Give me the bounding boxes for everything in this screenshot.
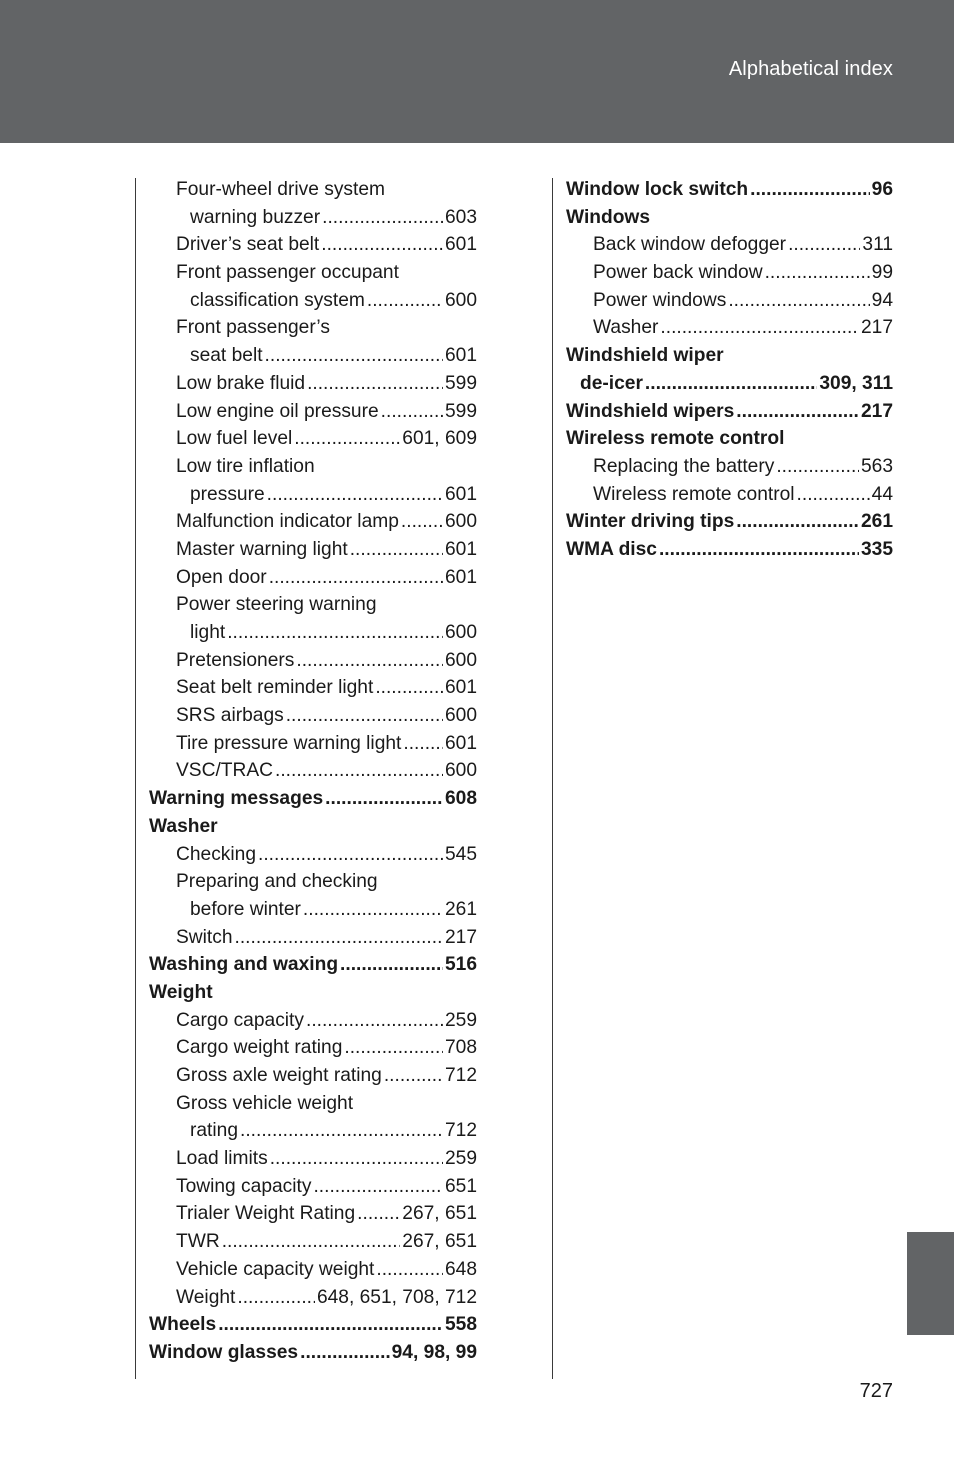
dot-leader: [776, 453, 859, 481]
index-entry: [149, 425, 477, 453]
index-entry-page: 217: [860, 317, 893, 339]
index-entry: [566, 259, 893, 287]
right-column-divider: [552, 178, 553, 1379]
index-entry: [566, 231, 893, 259]
index-entry-term: light: [190, 622, 226, 643]
dot-leader: [313, 1173, 443, 1201]
dot-leader: [736, 508, 859, 536]
dot-leader: [300, 1339, 390, 1367]
index-entry-term: Low tire inflation: [176, 455, 315, 477]
index-entry: [149, 287, 477, 315]
dot-leader: [269, 564, 443, 592]
index-entry-term: Power windows: [593, 289, 727, 311]
index-entry-term: seat belt: [190, 345, 263, 367]
index-entry-page: 96: [871, 179, 893, 200]
dot-leader: [340, 951, 443, 979]
index-entry: [149, 1145, 477, 1173]
index-entry: [566, 481, 893, 509]
index-entry-term: Malfunction indicator lamp: [176, 511, 399, 533]
index-entry-page: 261: [860, 511, 893, 533]
index-entry: [149, 1228, 477, 1256]
index-entry-term: TWR: [176, 1231, 220, 1253]
index-entry-page: 601: [444, 234, 477, 256]
index-entry: [149, 979, 477, 1007]
index-entry-page: 217: [860, 400, 893, 422]
index-entry-term: Low fuel level: [176, 428, 293, 450]
index-entry-term: Tire pressure warning light: [176, 732, 402, 754]
index-entry: [149, 1339, 477, 1367]
index-entry: [149, 619, 477, 647]
index-entry-page: 44: [871, 483, 893, 505]
index-entry: [149, 841, 477, 869]
index-entry-term: Gross vehicle weight: [176, 1092, 354, 1114]
index-entry-term: Winter driving tips: [566, 511, 735, 533]
index-entry-page: 261: [444, 898, 477, 920]
dot-leader: [381, 398, 443, 426]
dot-leader: [357, 1200, 400, 1228]
index-entry-term: Washer: [149, 815, 218, 837]
dot-leader: [227, 619, 443, 647]
index-entry: [149, 1200, 477, 1228]
index-entry-term: rating: [190, 1120, 238, 1142]
index-entry-page: 600: [444, 511, 477, 533]
index-entry-term: Cargo weight rating: [176, 1037, 343, 1059]
dot-leader: [235, 924, 443, 952]
index-entry-term: Washer: [593, 317, 659, 339]
index-entry-page: 712: [444, 1120, 477, 1142]
index-entry-term: classification system: [190, 289, 365, 311]
index-entry-term: Low engine oil pressure: [176, 400, 379, 422]
index-entry-term: Wireless remote control: [593, 483, 795, 505]
index-entry-term: Load limits: [176, 1148, 268, 1170]
index-entry-term: Warning messages: [149, 788, 324, 810]
section-title: Alphabetical index: [728, 58, 893, 80]
index-entry: [149, 231, 477, 259]
index-column-left: [149, 176, 477, 1367]
dot-leader: [286, 702, 443, 730]
index-entry: [566, 314, 893, 342]
index-entry: [149, 508, 477, 536]
dot-leader: [265, 342, 443, 370]
index-entry-term: VSC/TRAC: [176, 760, 274, 782]
dot-leader: [401, 508, 443, 536]
dot-leader: [303, 896, 443, 924]
index-entry-page: 558: [444, 1314, 477, 1336]
dot-leader: [403, 730, 443, 758]
dot-leader: [384, 1062, 443, 1090]
index-entry-page: 601, 609: [402, 428, 477, 450]
index-entry-page: 600: [444, 705, 477, 727]
index-entry: [566, 398, 893, 426]
index-entry-page: 651: [444, 1175, 477, 1197]
index-entry: [149, 453, 477, 481]
page-number: 727: [859, 1380, 893, 1402]
index-entry: [149, 868, 477, 896]
dot-leader: [296, 647, 443, 675]
index-entry-term: Washing and waxing: [149, 954, 339, 976]
index-entry-page: 600: [444, 760, 477, 782]
dot-leader: [797, 481, 870, 509]
dot-leader: [750, 176, 870, 204]
index-entry: [149, 314, 477, 342]
index-entry-page: 309, 311: [819, 372, 893, 394]
dot-leader: [322, 204, 443, 232]
index-entry: [149, 481, 477, 509]
index-entry-term: Weight: [176, 1286, 236, 1308]
index-entry-page: 601: [444, 483, 477, 505]
dot-leader: [645, 370, 817, 398]
dot-leader: [367, 287, 443, 315]
index-entry-page: 601: [444, 732, 477, 754]
index-entry-page: 601: [444, 677, 477, 699]
index-entry: [566, 204, 893, 232]
index-entry: [149, 702, 477, 730]
dot-leader: [237, 1284, 315, 1312]
index-entry-page: 600: [444, 649, 477, 671]
index-entry-page: 259: [444, 1009, 477, 1031]
index-entry-term: Driver’s seat belt: [176, 234, 320, 256]
index-entry-page: 545: [444, 843, 477, 865]
index-entry-page: 599: [444, 400, 477, 422]
index-entry: [566, 370, 893, 398]
index-entry-page: 601: [444, 538, 477, 560]
index-entry: [149, 536, 477, 564]
dot-leader: [294, 425, 400, 453]
index-entry: [149, 1034, 477, 1062]
index-entry-term: Power back window: [593, 262, 763, 284]
dot-leader: [258, 841, 443, 869]
index-entry-page: 648: [444, 1258, 477, 1280]
dot-leader: [240, 1117, 443, 1145]
index-entry-term: Gross axle weight rating: [176, 1065, 382, 1086]
dot-leader: [307, 370, 443, 398]
index-entry: [566, 425, 893, 453]
index-entry: [149, 1173, 477, 1201]
index-entry-term: Seat belt reminder light: [176, 677, 374, 699]
dot-leader: [659, 536, 859, 564]
dot-leader: [728, 287, 869, 315]
index-entry: [149, 1090, 477, 1118]
index-entry-term: Preparing and checking: [176, 871, 378, 893]
index-entry-term: Four-wheel drive system: [176, 179, 385, 200]
index-entry-page: 599: [444, 372, 477, 394]
index-entry-term: before winter: [190, 898, 301, 920]
dot-leader: [306, 1007, 443, 1035]
index-entry: [566, 508, 893, 536]
dot-leader: [344, 1034, 443, 1062]
dot-leader: [325, 785, 443, 813]
index-entry-term: Front passenger occupant: [176, 262, 399, 284]
index-entry-term: Master warning light: [176, 538, 348, 560]
thumb-index-tab: [907, 1232, 954, 1335]
index-entry-term: Low brake fluid: [176, 372, 306, 394]
index-entry-term: Window glasses: [149, 1341, 299, 1363]
index-entry-term: Cargo capacity: [176, 1009, 304, 1031]
index-entry: [566, 287, 893, 315]
index-entry-term: Window lock switch: [566, 179, 749, 200]
index-entry-page: 335: [860, 538, 893, 560]
index-entry-term: Windshield wipers: [566, 400, 735, 422]
index-entry-page: 712: [444, 1065, 477, 1086]
index-entry: [149, 591, 477, 619]
index-entry-term: Switch: [176, 926, 233, 948]
index-entry: [149, 1062, 477, 1090]
index-entry-page: 708: [444, 1037, 477, 1059]
index-entry-page: 267, 651: [402, 1231, 477, 1253]
index-entry-page: 600: [444, 289, 477, 311]
index-entry-page: 563: [860, 455, 893, 477]
index-entry: [149, 1117, 477, 1145]
index-entry: [149, 896, 477, 924]
index-entry-term: Windshield wiper: [566, 345, 724, 367]
dot-leader: [270, 1145, 443, 1173]
index-entry-page: 516: [444, 954, 477, 976]
index-entry-page: 601: [444, 345, 477, 367]
dot-leader: [375, 674, 443, 702]
index-entry: [149, 730, 477, 758]
index-entry-term: Front passenger’s: [176, 317, 330, 339]
index-entry-term: Replacing the battery: [593, 455, 775, 477]
index-entry: [149, 1284, 477, 1312]
index-entry: [149, 924, 477, 952]
index-entry-term: Checking: [176, 843, 256, 865]
index-entry: [149, 204, 477, 232]
dot-leader: [765, 259, 870, 287]
dot-leader: [660, 314, 859, 342]
index-entry: [149, 370, 477, 398]
index-entry-term: SRS airbags: [176, 705, 284, 727]
index-entry: [566, 536, 893, 564]
index-entry: [149, 398, 477, 426]
dot-leader: [350, 536, 443, 564]
index-entry: [566, 342, 893, 370]
dot-leader: [376, 1256, 443, 1284]
index-entry-page: 217: [444, 926, 477, 948]
dot-leader: [267, 481, 443, 509]
index-entry-page: 99: [871, 262, 893, 284]
index-entry-term: Weight: [149, 981, 213, 1003]
index-entry: [149, 176, 477, 204]
index-entry: [566, 176, 893, 204]
index-entry: [149, 1007, 477, 1035]
index-column-right: [566, 176, 893, 564]
left-column-divider: [135, 178, 136, 1379]
index-entry: [149, 785, 477, 813]
dot-leader: [275, 757, 443, 785]
index-entry-page: 600: [444, 622, 477, 643]
index-entry-page: 603: [444, 206, 477, 228]
index-entry: [149, 1311, 477, 1339]
index-entry: [149, 757, 477, 785]
index-entry: [149, 564, 477, 592]
index-entry-page: 267, 651: [402, 1203, 477, 1225]
index-entry-page: 94: [871, 289, 893, 311]
index-entry-term: Trialer Weight Rating: [176, 1203, 356, 1225]
index-entry-term: Wireless remote control: [566, 428, 785, 450]
index-entry: [149, 674, 477, 702]
index-entry: [149, 1256, 477, 1284]
index-entry-term: Towing capacity: [176, 1175, 312, 1197]
index-entry: [149, 951, 477, 979]
index-entry: [149, 259, 477, 287]
index-entry-term: Vehicle capacity weight: [176, 1258, 375, 1280]
index-entry: [566, 453, 893, 481]
index-entry-page: 601: [444, 566, 477, 588]
dot-leader: [788, 231, 860, 259]
index-entry-page: 648, 651, 708, 712: [316, 1286, 477, 1308]
index-entry-page: 259: [444, 1148, 477, 1170]
index-entry-term: Back window defogger: [593, 234, 787, 256]
page-header: [0, 0, 954, 143]
index-entry-term: warning buzzer: [190, 206, 321, 228]
index-entry-term: de-icer: [580, 372, 643, 394]
dot-leader: [222, 1228, 401, 1256]
dot-leader: [218, 1311, 443, 1339]
index-entry: [149, 647, 477, 675]
index-entry-term: pressure: [190, 483, 265, 505]
index-entry-page: 608: [444, 788, 477, 810]
index-entry-page: 311: [862, 234, 893, 256]
dot-leader: [321, 231, 443, 259]
index-entry-term: Power steering warning: [176, 594, 377, 616]
index-entry-term: WMA disc: [566, 538, 657, 560]
index-entry-page: 94, 98, 99: [391, 1341, 477, 1363]
index-entry-term: Open door: [176, 566, 267, 588]
index-entry-term: Windows: [566, 206, 651, 228]
index-entry-term: Wheels: [149, 1314, 217, 1336]
dot-leader: [736, 398, 859, 426]
index-entry: [149, 813, 477, 841]
index-entry: [149, 342, 477, 370]
index-entry-term: Pretensioners: [176, 649, 295, 671]
